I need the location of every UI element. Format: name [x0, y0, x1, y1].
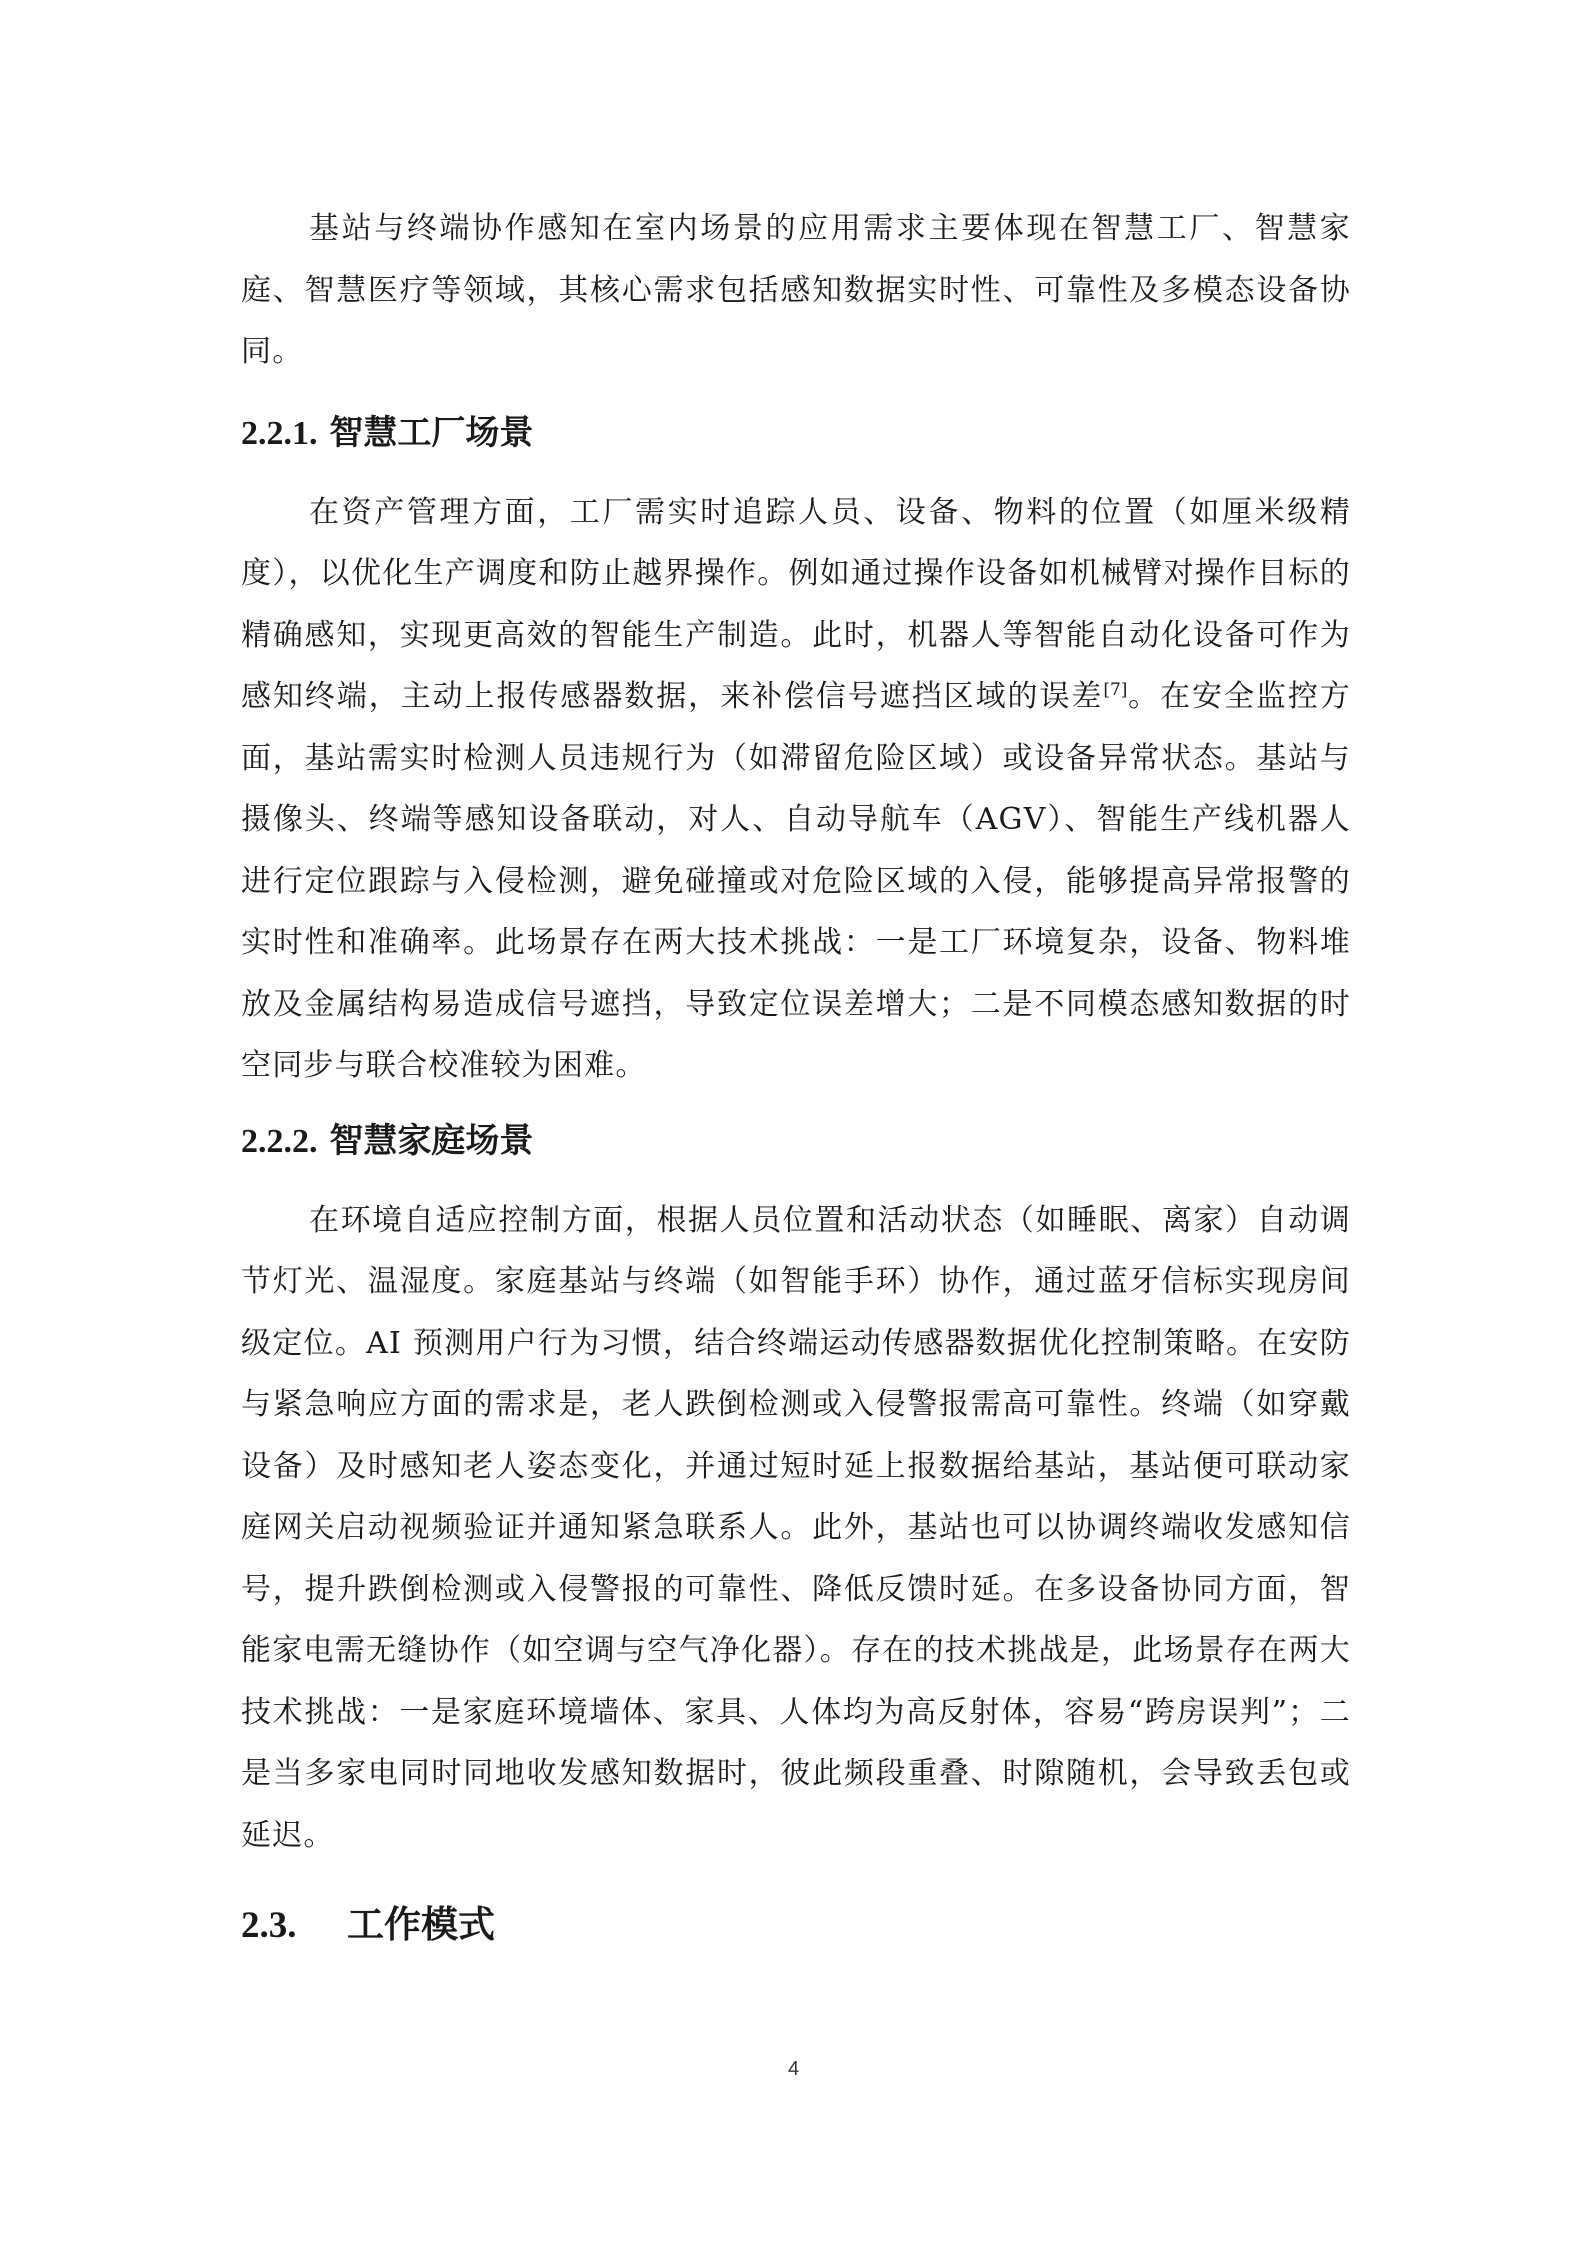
page-number: 4 — [787, 2058, 800, 2080]
page-content — [241, 198, 1351, 1950]
smart-home-paragraph: 在环境自适应控制方面，根据人员位置和活动状态（如睡眠、离家）自动调节灯光、温湿度。家庭基站与终端（如智能手环）协作，通过蓝牙信标实现房间级定位。AI 预测用户行为习惯，结合终端运动传感器数据优化控制策略。在安防与紧急响应方面的需求是，老人跌倒检测或入侵警报需高可靠性。终端（如穿戴设备）及时感知老人姿态变化，并通过短时延上报数据给基站，基站便可联动家庭网关启动视频验证并通知紧急联系人。此外，基站也可以协调终端收发感知信号，提升跌倒检测或入侵警报的可靠性、降低反馈时延。在多设备协同方面，智能家电需无缝协作（如空调与空气净化器）。存在的技术挑战是，此场景存在两大技术挑战：一是家庭环境墙体、家具、人体均为高反射体，容易“跨房误判”；二是当多家电同时同地收发感知数据时，彼此频段重叠、时隙随机，会导致丢包或延迟。 — [241, 1202, 1351, 1853]
section-heading-2-3 — [241, 1900, 1351, 1950]
section-number: 2.2.2. — [241, 1122, 318, 1160]
section-heading-2-2-2 — [241, 1119, 1351, 1164]
section-title: 智慧家庭场景 — [329, 1120, 534, 1161]
section-title: 工作模式 — [347, 1902, 495, 1946]
citation-reference: [7] — [1103, 680, 1128, 700]
smart-factory-paragraph — [241, 482, 1351, 1097]
intro-paragraph: 基站与终端协作感知在室内场景的应用需求主要体现在智慧工厂、智慧家庭、智慧医疗等领域，其核心需求包括感知数据实时性、可靠性及多模态设备协同。 — [241, 211, 1351, 369]
section-heading-2-2-1 — [241, 411, 1351, 456]
paragraph-text: 。在安全监控方面，基站需实时检测人员违规行为（如滞留危险区域）或设备异常状态。基站与摄像头、终端等感知设备联动，对人、自动导航车（AGV）、智能生产线机器人进行定位跟踪与入侵检测，避免碰撞或对危险区域的入侵，能够提高异常报警的实时性和准确率。此场景存在两大技术挑战：一是工厂环境复杂，设备、物料堆放及金属结构易造成信号遮挡，导致定位误差增大；二是不同模态感知数据的时空同步与联合校准较为困难。 — [241, 679, 1351, 1083]
section-number: 2.2.1. — [241, 414, 318, 452]
section-number: 2.3. — [241, 1905, 297, 1946]
paragraph-text: 在资产管理方面，工厂需实时追踪人员、设备、物料的位置（如厘米级精度），以优化生产调度和防止越界操作。例如通过操作设备如机械臂对操作目标的精确感知，实现更高效的智能生产制造。此时，机器人等智能自动化设备可作为感知终端，主动上报传感器数据，来补偿信号遮挡区域的误差 — [241, 494, 1351, 714]
section-title: 智慧工厂场景 — [329, 412, 534, 453]
